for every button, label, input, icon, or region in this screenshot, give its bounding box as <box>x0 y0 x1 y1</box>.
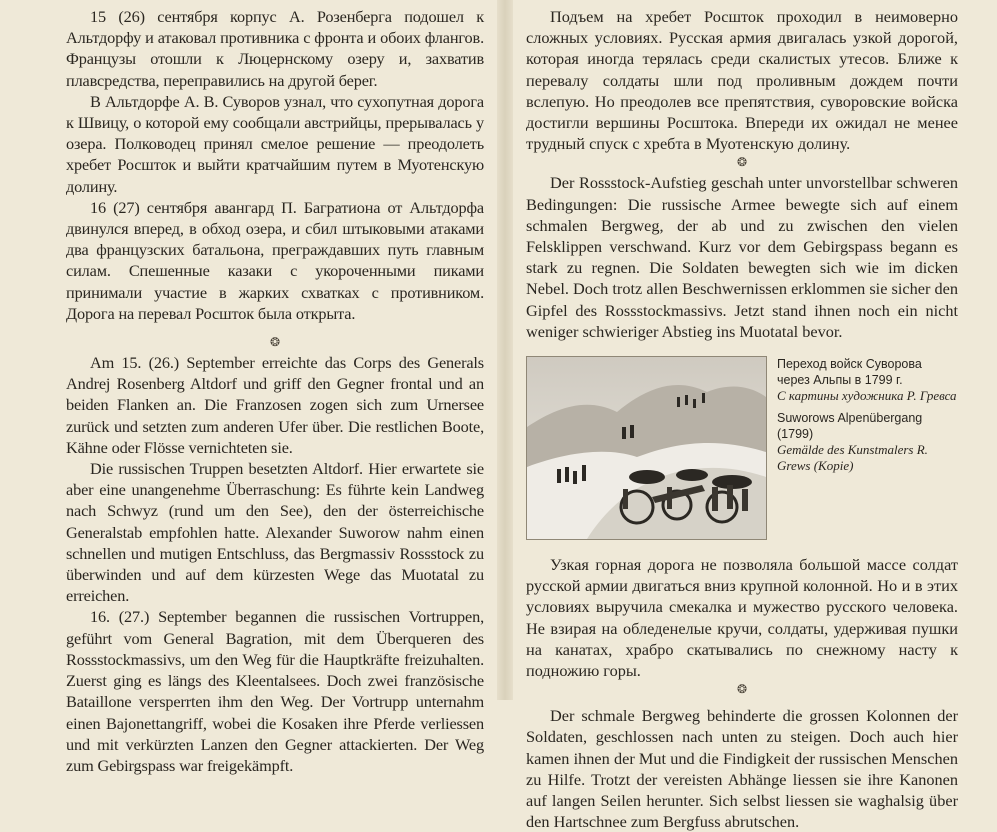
painting-figure <box>526 356 958 540</box>
de-paragraph-5: Der schmale Bergweg behinderte die grossen Kolonnen der Soldaten, geschlossen nach unten zu steigen. Doch auch hier kamen ihnen der Mut und die Findigkeit der russischen Menschen zu Hilfe. Trotzt der vereisten Abhänge liessen sie ihre Kanonen auf langen Seilen herunter. Sich selbst liessen sie waghalsig über den Hartschnee zum Bergfuss abrutschen. <box>526 706 958 832</box>
ornament-icon: ❂ <box>269 335 281 350</box>
de-paragraph-2: Die russischen Truppen besetzten Altdorf. Hier erwartete sie aber eine unangenehme Überraschung: Es führte kein Landweg nach Schwyz (rund um den See), den der österreichische Generalstab empfohlen hatte. Alexander Suworow nahm einen schnellen und mutigen Entschluss, das Bergmassiv Rossstock zu überwinden und auf dem kürzesten Wege das Muotatal zu erreichen. <box>66 459 484 606</box>
ru-paragraph-3: 16 (27) сентября авангард П. Багратиона от Альтдорфа двинулся вперед, в обход озера, и сбил штыковыми атаками два французских батальона, преграждавших путь главным силам. Спешенные казаки с укороченными пиками принимали участие в жарких схватках с противником. Дорога на перевал Росшток была открыта. <box>66 197 484 323</box>
caption-title-ru: Переход войск Суворова через Альпы в 1799 г. <box>777 357 922 388</box>
de-paragraph-3: 16. (27.) September begannen die russischen Vortruppen, geführt vom General Bagration, mit dem Überqueren des Rossstockmassivs, um den Weg für die Hauptkräfte freizuhalten. Zuerst ging es längs des Kleentalsees. Doch zwei französische Bataillone versperrten ihm den Weg. Der Vortrupp unternahm einen Bajonettangriff, wobei die Kosaken ihre Pferde verliessen und mit verkürzten Lanzen den Gegner attackierten. Der Weg zum Gebirgspass war freigekämpft. <box>66 607 484 775</box>
painting-image <box>526 356 767 540</box>
painting-caption <box>777 356 958 540</box>
ru-paragraph-1: 15 (26) сентября корпус А. Розенберга подошел к Альтдорфу и атаковал противника с фронта и обоих флангов. Французы отошли к Люцернскому озеру и, захватив плавсредства, переправились на другой берег. <box>66 7 484 90</box>
caption-title-de: Suworows Alpenübergang (1799) <box>777 411 923 442</box>
alpine-crossing-painting <box>527 357 766 539</box>
ru-paragraph-2: В Альтдорфе А. В. Суворов узнал, что сухопутная дорога к Швицу, о которой ему сообщали австрийцы, прерывалась у озера. Полководец принял смелое решение — преодолеть хребет Росшток и выйти кратчайшим путем в Муотенскую долину. <box>66 91 484 196</box>
de-paragraph-4: Der Rossstock-Aufstieg geschah unter unvorstellbar schweren Bedingungen: Die russische Armee bewegte sich auf einem schmalen Bergweg, der ab und zu zwischen den vielen Felsklippen verschwand. Kurz vor dem Gebirgspass begann es stark zu regnen. Die Soldaten bewegten sich wie im dicken Nebel. Doch trotz allen Beschwernissen erklommen sie sicher den Gipfel des Rossstockmassivs. Jetzt stand ihnen noch ein nicht weniger schwieriger Abstieg ins Muotatal bevor. <box>526 173 958 341</box>
caption-subtitle-ru: С картины художника Р. Гревса <box>777 388 957 404</box>
page-gutter <box>497 0 513 700</box>
ornament-icon: ❂ <box>736 682 748 697</box>
right-page <box>526 6 958 832</box>
caption-subtitle-de: Gemälde des Kunstmalers R. Grews (Kopie) <box>777 442 928 474</box>
left-page <box>66 6 484 776</box>
ornament-icon: ❂ <box>736 155 748 170</box>
de-paragraph-1: Am 15. (26.) September erreichte das Corps des Generals Andrej Rosenberg Altdorf und griff den Gegner frontal und an beiden Flanken an. Die Franzosen zogen sich zum Urnersee zurück und setzten zum anderen Ufer über. Die restlichen Boote, Kähne oder Flösse vernichteten sie. <box>66 353 484 457</box>
ru-paragraph-5: Узкая горная дорога не позволяла большой массе солдат русской армии двигаться вниз крупной колонной. Но и в этих условиях выручила смекалка и мужество русского человека. Не взирая на обледенелые кручи, солдаты, удерживая пушки на канатах, храбро скатывались по снежному насту к подножию горы. <box>526 555 958 681</box>
ru-paragraph-4: Подъем на хребет Росшток проходил в неимоверно сложных условиях. Русская армия двигалась узкой дорогой, которая иногда терялась среди скалистых утесов. Ближе к перевалу солдаты шли под проливным дождем почти вслепую. Но преодолев все препятствия, суворовские войска достигли вершины Росштока. Впереди их ожидал не менее трудный спуск с хребта в Муотенскую долину. <box>526 7 958 154</box>
